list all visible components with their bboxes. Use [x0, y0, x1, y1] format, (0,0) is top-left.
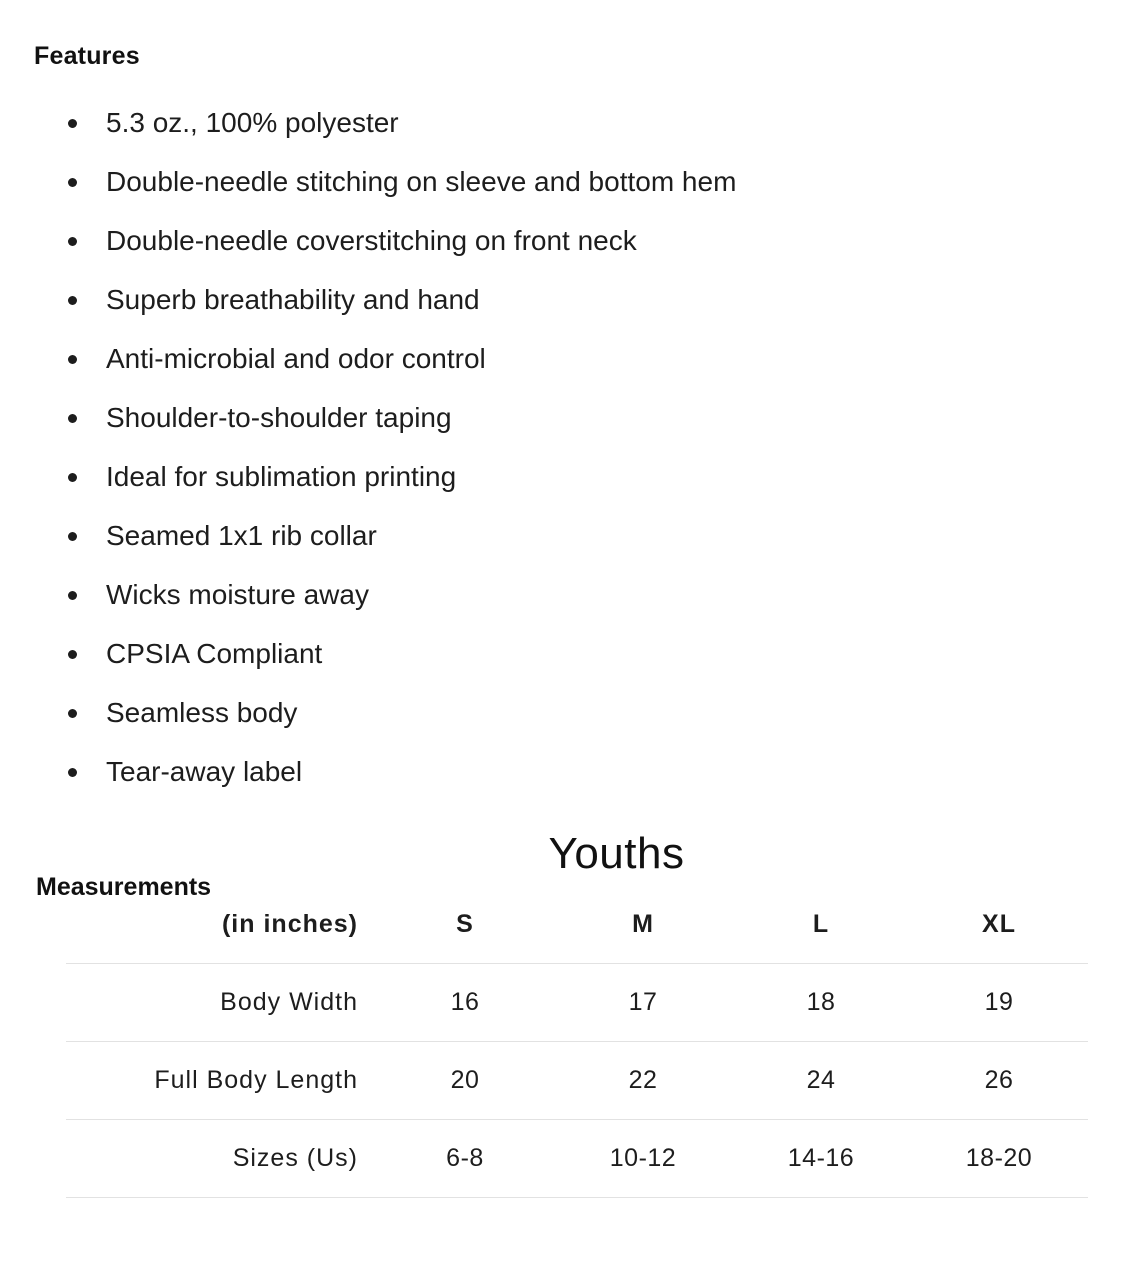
list-item — [34, 683, 1089, 742]
list-item-label: 5.3 oz., 100% polyester — [106, 107, 399, 138]
list-item-label: Wicks moisture away — [106, 579, 369, 610]
table-row — [66, 964, 1088, 1042]
list-item — [34, 329, 1089, 388]
table-row — [66, 1042, 1088, 1120]
size-chart-table — [66, 893, 1088, 1198]
list-item — [34, 624, 1089, 683]
list-item — [34, 211, 1089, 270]
measurements-heading: Measurements — [36, 873, 212, 901]
table-cell: 26 — [984, 1066, 1014, 1094]
column-header-l: L — [812, 909, 830, 938]
list-item-label: Double-needle coverstitching on front neck — [106, 225, 637, 256]
bullet-icon — [68, 119, 77, 128]
table-cell: 14-16 — [787, 1144, 855, 1172]
list-item-label: Seamless body — [106, 697, 298, 728]
column-header-units: (in inches) — [221, 909, 358, 938]
bullet-icon — [68, 355, 77, 364]
bullet-icon — [68, 473, 77, 482]
column-header-s: S — [456, 909, 474, 938]
bullet-icon — [68, 768, 77, 777]
list-item — [34, 152, 1089, 211]
list-item — [34, 565, 1089, 624]
table-cell: 6-8 — [446, 1144, 484, 1172]
table-cell: 16 — [450, 988, 480, 1016]
list-item-label: CPSIA Compliant — [106, 638, 323, 669]
table-row — [66, 1120, 1088, 1198]
row-label: Body Width — [220, 988, 358, 1016]
size-table-title: Youths — [548, 829, 685, 878]
list-item — [34, 506, 1089, 565]
list-item-label: Double-needle stitching on sleeve and bottom hem — [106, 166, 737, 197]
table-header-row — [66, 893, 1088, 964]
bullet-icon — [68, 532, 77, 541]
list-item — [34, 93, 1089, 152]
bullet-icon — [68, 414, 77, 423]
table-cell: 22 — [628, 1066, 658, 1094]
table-header — [66, 893, 1088, 964]
list-item-label: Tear-away label — [106, 756, 303, 787]
list-item-label: Shoulder-to-shoulder taping — [106, 402, 452, 433]
bullet-icon — [68, 237, 77, 246]
measurements-section — [34, 829, 1089, 1198]
table-cell: 18 — [806, 988, 836, 1016]
row-label: Sizes (Us) — [232, 1144, 358, 1172]
bullet-icon — [68, 178, 77, 187]
list-item — [34, 447, 1089, 506]
row-label: Full Body Length — [154, 1066, 358, 1094]
list-item — [34, 270, 1089, 329]
features-heading: Features — [34, 42, 140, 70]
column-header-m: M — [632, 909, 654, 938]
table-cell: 24 — [806, 1066, 836, 1094]
bullet-icon — [68, 650, 77, 659]
features-list — [34, 93, 1089, 801]
bullet-icon — [68, 296, 77, 305]
list-item-label: Superb breathability and hand — [106, 284, 480, 315]
table-cell: 19 — [984, 988, 1014, 1016]
bullet-icon — [68, 709, 77, 718]
table-cell: 17 — [628, 988, 658, 1016]
list-item-label: Ideal for sublimation printing — [106, 461, 457, 492]
list-item — [34, 742, 1089, 801]
column-header-xl: XL — [982, 909, 1016, 938]
table-cell: 20 — [450, 1066, 480, 1094]
bullet-icon — [68, 591, 77, 600]
list-item — [34, 388, 1089, 447]
table-body — [66, 964, 1088, 1198]
list-item-label: Seamed 1x1 rib collar — [106, 520, 377, 551]
table-cell: 10-12 — [609, 1144, 677, 1172]
list-item-label: Anti-microbial and odor control — [106, 343, 486, 374]
table-cell: 18-20 — [965, 1144, 1033, 1172]
